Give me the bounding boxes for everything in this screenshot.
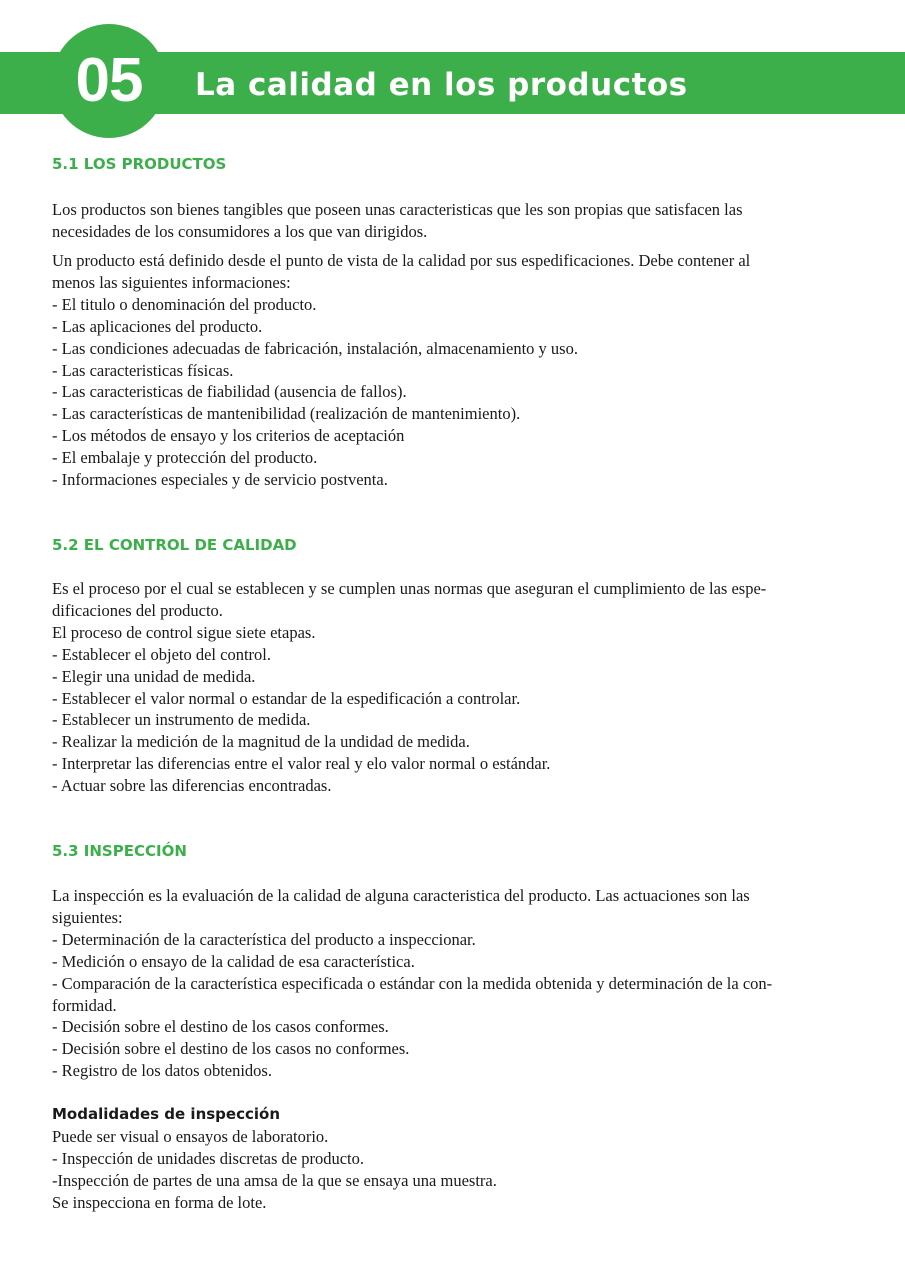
chapter-title: La calidad en los productos xyxy=(195,67,688,103)
section-heading-productos: 5.1 LOS PRODUCTOS xyxy=(52,155,227,173)
text-line: - Las condiciones adecuadas de fabricación, instalación, almacenamiento y uso. xyxy=(52,338,578,358)
text-line: - Informaciones especiales y de servicio postventa. xyxy=(52,470,388,490)
text-line: - Comparación de la característica especificada o estándar con la medida obtenida y determinación de la con- xyxy=(52,973,773,993)
text-line: - Registro de los datos obtenidos. xyxy=(52,1061,272,1081)
paragraph-productos-intro xyxy=(52,199,852,243)
text-line: - Establecer un instrumento de medida. xyxy=(52,710,311,730)
text-line: necesidades de los consumidores a los que van dirigidos. xyxy=(52,221,428,241)
text-line: - El titulo o denominación del producto. xyxy=(52,294,317,314)
text-line: dificaciones del producto. xyxy=(52,600,223,620)
text-line: - Los métodos de ensayo y los criterios de aceptación xyxy=(52,426,405,446)
text-line: Los productos son bienes tangibles que poseen unas caracteristicas que les son propias que satisfacen las xyxy=(52,200,743,219)
text-line: - El embalaje y protección del producto. xyxy=(52,448,318,468)
paragraph-productos-specs xyxy=(52,250,852,491)
text-line: El proceso de control sigue siete etapas. xyxy=(52,622,316,642)
text-line: - Elegir una unidad de medida. xyxy=(52,666,256,686)
text-line: -Inspección de partes de una amsa de la que se ensaya una muestra. xyxy=(52,1170,497,1190)
text-line: Se inspecciona en forma de lote. xyxy=(52,1192,267,1212)
text-line: Un producto está definido desde el punto de vista de la calidad por sus espedificaciones. Debe contener al xyxy=(52,251,751,270)
text-line: - Las aplicaciones del producto. xyxy=(52,316,263,336)
text-line: - Decisión sobre el destino de los casos conformes. xyxy=(52,1017,389,1037)
text-line: - Establecer el objeto del control. xyxy=(52,644,271,664)
paragraph-modalidades xyxy=(52,1126,852,1214)
text-line: - Las características de mantenibilidad (realización de mantenimiento). xyxy=(52,404,521,424)
paragraph-inspeccion xyxy=(52,885,852,1082)
text-line: - Establecer el valor normal o estandar de la espedificación a controlar. xyxy=(52,688,521,708)
text-line: - Las caracteristicas físicas. xyxy=(52,360,234,380)
text-line: siguientes: xyxy=(52,907,123,927)
text-line: Es el proceso por el cual se establecen y se cumplen unas normas que aseguran el cumplimiento de las espe- xyxy=(52,579,767,598)
text-line: Puede ser visual o ensayos de laboratorio. xyxy=(52,1127,329,1146)
text-line: menos las siguientes informaciones: xyxy=(52,272,291,292)
text-line: - Inspección de unidades discretas de producto. xyxy=(52,1148,365,1168)
text-line: - Decisión sobre el destino de los casos no conformes. xyxy=(52,1039,410,1059)
section-heading-control: 5.2 EL CONTROL DE CALIDAD xyxy=(52,536,297,554)
subheading-modalidades: Modalidades de inspección xyxy=(52,1105,280,1123)
text-line: - Determinación de la característica del producto a inspeccionar. xyxy=(52,929,476,949)
text-line: - Realizar la medición de la magnitud de la undidad de medida. xyxy=(52,732,470,752)
paragraph-control xyxy=(52,578,852,797)
text-line: - Medición o ensayo de la calidad de esa característica. xyxy=(52,951,415,971)
text-line: La inspección es la evaluación de la calidad de alguna caracteristica del producto. Las actuaciones son las xyxy=(52,886,750,905)
text-line: - Actuar sobre las diferencias encontradas. xyxy=(52,776,332,796)
text-line: - Interpretar las diferencias entre el valor real y elo valor normal o estándar. xyxy=(52,754,551,774)
chapter-number: 05 xyxy=(75,46,143,115)
text-line: formidad. xyxy=(52,995,117,1015)
section-heading-inspeccion: 5.3 INSPECCIÓN xyxy=(52,842,187,860)
text-line: - Las caracteristicas de fiabilidad (ausencia de fallos). xyxy=(52,382,407,402)
